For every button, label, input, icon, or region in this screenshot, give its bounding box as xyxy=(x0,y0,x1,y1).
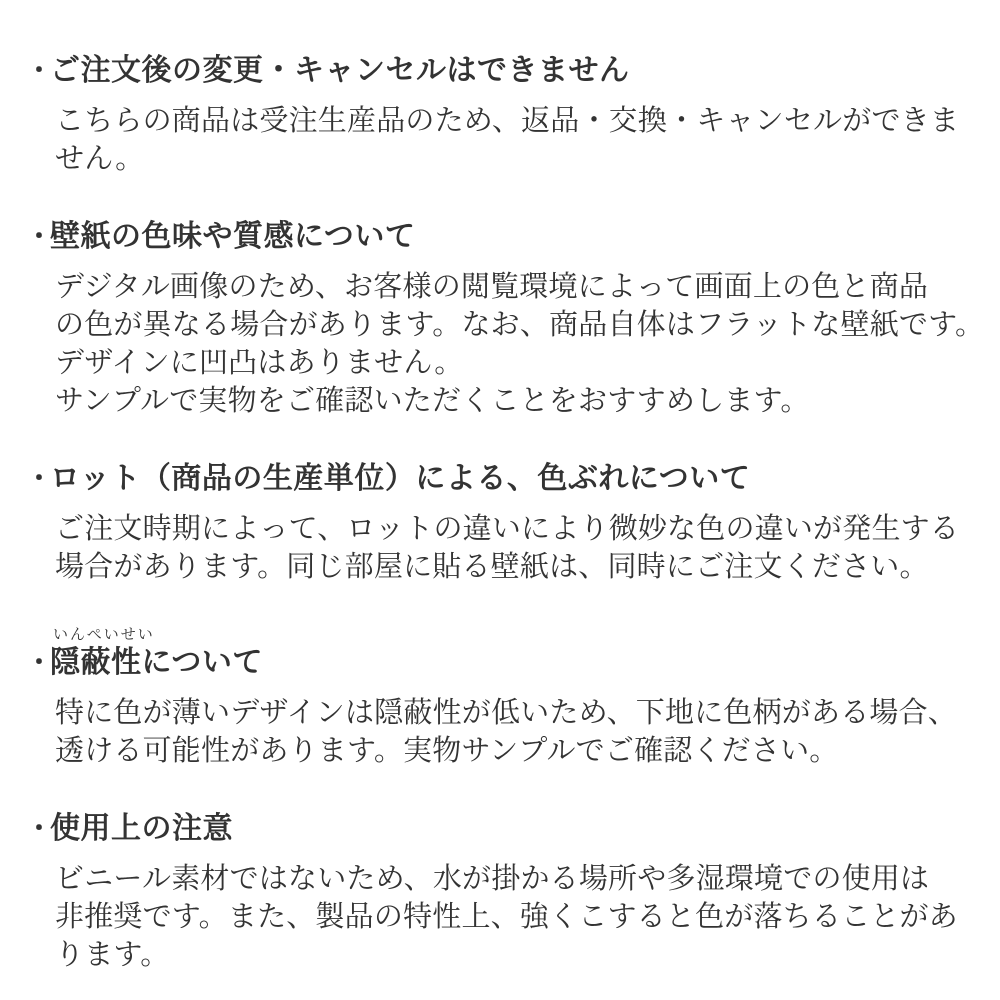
section-heading-text: 隠蔽性について xyxy=(50,646,263,679)
furigana-ruby-text: いんぺいせい xyxy=(53,626,155,643)
section-body xyxy=(55,102,990,178)
section-body xyxy=(55,860,990,974)
notice-section-usage-caution xyxy=(0,810,990,974)
section-heading xyxy=(26,218,990,256)
body-text-line: ビニール素材ではないため、水が掛かる場所や多湿環境での使用は xyxy=(55,863,930,895)
section-heading-text: 壁紙の色味や質感について xyxy=(50,220,416,253)
body-text-line: 特に色が薄いデザインは隠蔽性が低いため、下地に色柄がある場合、 xyxy=(55,697,958,729)
body-text-line: 場合があります。同じ部屋に貼る壁紙は、同時にご注文ください。 xyxy=(55,551,929,583)
notice-section-color-texture xyxy=(0,218,990,420)
body-text-line: こちらの商品は受注生産品のため、返品・交換・キャンセルができま xyxy=(55,105,960,137)
body-text-line: ご注文時期によって、ロットの違いにより微妙な色の違いが発生する xyxy=(55,513,960,545)
body-text-line: の色が異なる場合があります。なお、商品自体はフラットな壁紙です。 xyxy=(55,309,985,341)
section-heading xyxy=(26,460,990,498)
bullet-marker: ・ xyxy=(26,463,53,493)
body-text-line: ります。 xyxy=(55,939,170,971)
section-heading-text: ご注文後の変更・キャンセルはできません xyxy=(50,54,630,87)
section-body xyxy=(55,268,990,420)
bullet-marker: ・ xyxy=(26,55,53,85)
section-heading-text: ロット（商品の生産単位）による、色ぶれについて xyxy=(50,462,751,495)
bullet-marker: ・ xyxy=(26,647,53,677)
body-text-line: デザインに凹凸はありません。 xyxy=(55,347,464,379)
section-heading-text: 使用上の注意 xyxy=(50,812,233,845)
bullet-marker: ・ xyxy=(26,221,53,251)
body-text-line: 透ける可能性があります。実物サンプルでご確認ください。 xyxy=(55,735,839,767)
body-text-line: デジタル画像のため、お客様の閲覧環境によって画面上の色と商品 xyxy=(55,271,929,303)
section-heading xyxy=(26,52,990,90)
notice-section-lot-variation xyxy=(0,460,990,586)
section-heading xyxy=(26,644,990,682)
body-text-line: せん。 xyxy=(55,143,145,175)
bullet-marker: ・ xyxy=(26,813,53,843)
notice-section-opacity xyxy=(0,626,990,770)
body-text-line: 非推奨です。また、製品の特性上、強くこすると色が落ちることがあ xyxy=(55,901,958,933)
section-body xyxy=(55,510,990,586)
section-heading xyxy=(26,810,990,848)
notice-section-order-changes xyxy=(0,52,990,178)
body-text-line: サンプルで実物をご確認いただくことをおすすめします。 xyxy=(55,385,810,417)
section-body xyxy=(55,694,990,770)
